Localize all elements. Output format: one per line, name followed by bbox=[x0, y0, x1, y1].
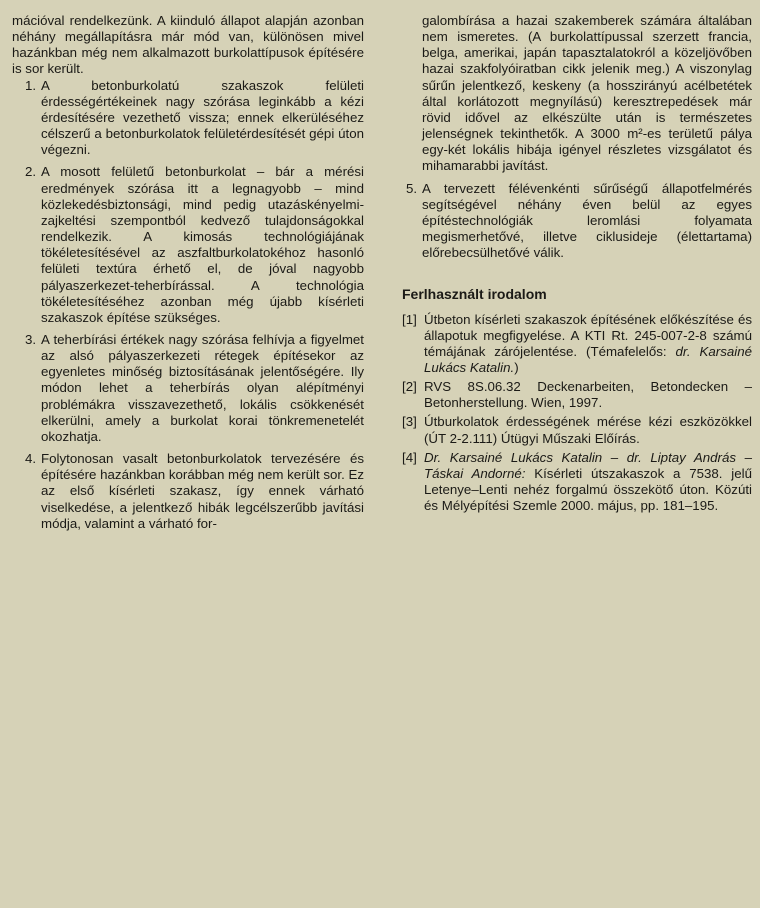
left-column bbox=[12, 13, 364, 538]
reference-text: Útbeton kísérleti szakaszok építésének előkészítése és állapotuk megfigyelése. A KTI Rt. 245-007-2-8 számú témájának zárójelentése. (Témafelelős: bbox=[424, 311, 752, 359]
reference-number: [4] bbox=[402, 449, 417, 465]
reference-text: Útburkolatok érdességének mérése kézi eszközökkel (ÚT 2-2.111) Útügyi Műszaki Előírás. bbox=[424, 414, 752, 446]
right-column bbox=[402, 13, 752, 517]
finding-text: A tervezett félévenkénti sűrűségű állapotfelmérés segítségével néhány éven belül az egyes építéstechnológiák leromlási folyamata megismerhetővé, illetve ciklusideje (élettartama) előrebecsülhetővé válik. bbox=[422, 180, 752, 261]
finding-item bbox=[12, 78, 364, 159]
finding-number: 5. bbox=[406, 180, 418, 196]
finding-number: 3. bbox=[25, 331, 37, 347]
reference-number: [3] bbox=[402, 414, 417, 430]
reference-item bbox=[402, 312, 752, 377]
reference-author: dr. Karsainé Lukács Katalin. bbox=[424, 343, 752, 375]
reference-item bbox=[402, 379, 752, 411]
finding-item bbox=[402, 181, 752, 262]
findings-list-continued bbox=[402, 13, 752, 261]
finding-text: A betonburkolatú szakaszok felületi érdességértékeinek nagy szórása leginkább a kézi érdesítésére vezethető vissza; ennek elkerüléséhez célszerű a betonburkolatok felületérdesítését gépi úton végezni. bbox=[41, 77, 364, 158]
finding-text: A teherbírási értékek nagy szórása felhívja a figyelmet az alsó pályaszerkezeti rétegek építésekor az egyenletes minőség biztosításának jelentőségére. Ily módon lehet a teherbírás olyan alépítményi problémákra visszavezethető, lokális csökkenését elkerülni, amely a burkolat korai tönkremenetelét okozhatja. bbox=[41, 331, 364, 444]
finding-text: galombírása a hazai szakemberek számára általában nem ismeretes. (A burkolattípussal szerzett francia, belga, amerikai, japán tapasztalatokról a közeljövőben hazai szakfolyóiratban cikk jelenik meg.) A viszonylag sűrűn jelentkező, keskeny (a hosszirányú acélbetétek által korlátozott megnyílású) keresztrepedések már rövid idővel az elkészülte után is természetes jelenségnek tekinthetők. A 3000 m²-es területű pálya egy-két lokális hibája igényel részletes vizsgálatot és mihamarabbi javítást. bbox=[422, 13, 752, 174]
references-heading: Ferlhasznált irodalom bbox=[402, 286, 547, 303]
reference-number: [2] bbox=[402, 379, 417, 395]
finding-item bbox=[12, 164, 364, 326]
finding-item bbox=[12, 332, 364, 445]
finding-number: 4. bbox=[25, 451, 37, 467]
finding-text: A mosott felületű betonburkolat – bár a mérési eredmények szórása itt a legnagyobb – mind közlekedésbiztonsági, mind pedig utazáskényelmi-zajkeltési szempontból kedvező tulajdonságokkal rendelkezik. A kimosás technológiájának tökéletesítésével az aszfaltburkolatokéhoz hasonló felületi textúra érhető el, de jóval nagyobb pályaszerkezet-teherbírással. A technológia tökéletesítéséhez azonban még újabb kísérleti szakaszok építése szükséges. bbox=[41, 164, 364, 325]
reference-item bbox=[402, 450, 752, 515]
reference-item bbox=[402, 414, 752, 446]
reference-number: [1] bbox=[402, 311, 417, 327]
finding-number: 2. bbox=[25, 164, 37, 180]
reference-authors: Dr. Karsainé Lukács Katalin – dr. Liptay András – Táskai Andorné: bbox=[424, 449, 752, 481]
reference-text: RVS 8S.06.32 Deckenarbeiten, Betondecken – Betonherstellung. Wien, 1997. bbox=[424, 379, 752, 411]
finding-item-continuation bbox=[402, 13, 752, 175]
findings-list bbox=[12, 78, 364, 532]
reference-text: Kísérleti útszakaszok a 7538. jelű Letenye–Lenti nehéz forgalmú összekötő úton. Közúti és Mélyépítési Szemle 2000. május, pp. 181–195. bbox=[424, 465, 752, 514]
intro-paragraph: mációval rendelkezünk. A kiinduló állapot alapján azonban néhány megállapításra már mód van, különösen mivel hazánkban még nem alkalmazott burkolattípusok építésére is sor került. bbox=[12, 13, 364, 77]
finding-item bbox=[12, 451, 364, 532]
finding-text: Folytonosan vasalt betonburkolatok tervezésére és építésére hazánkban korábban még nem került sor. Ez az első kísérleti szakasz, így ennek várható viselkedése, a jelentkező hibák legcélszerűbb javítási módja, valamint a várható for- bbox=[41, 451, 365, 531]
reference-text-end: ) bbox=[514, 359, 519, 375]
finding-number: 1. bbox=[25, 77, 37, 93]
references-list bbox=[402, 312, 752, 515]
